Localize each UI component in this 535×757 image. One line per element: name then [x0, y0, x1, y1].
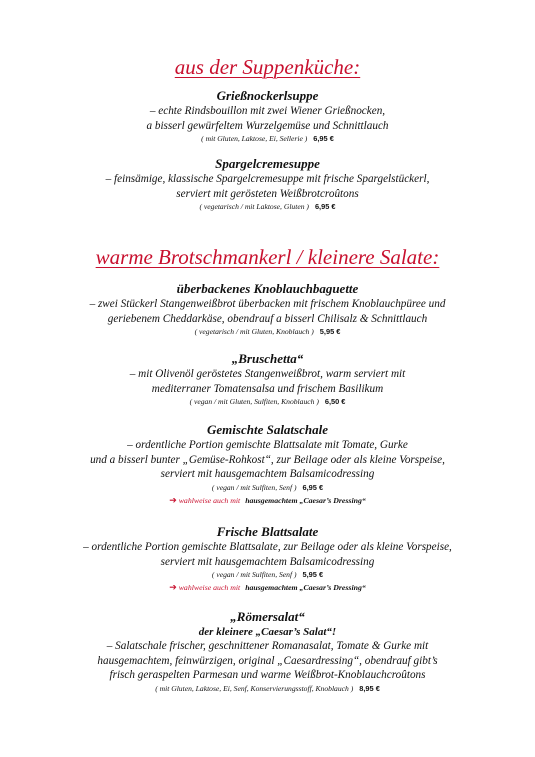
option-dressing: hausgemachtem „Caesar’s Dressing“ [245, 583, 366, 593]
option-label: wahlweise auch mit [178, 583, 241, 593]
menu-item-frische-blattsalate [0, 524, 535, 594]
item-allergens: ( vegan / mit Gluten, Sulfiten, Knoblauch ) [189, 397, 319, 407]
item-desc-line: – zwei Stückerl Stangenweißbrot überbacken mit frischem Knoblauchpüree und [89, 298, 446, 310]
option-label: wahlweise auch mit [178, 495, 241, 505]
item-desc-line: und a bisserl bunter „Gemüse-Rohkost“, zur Beilage oder als kleine Vorspeise, [90, 453, 445, 466]
item-desc-line: – echte Rindsbouillon mit zwei Wiener Grießnocken, [149, 105, 386, 117]
item-allergens: ( vegan / mit Sulfiten, Senf ) [211, 570, 297, 580]
item-price: 5,95 € [319, 327, 341, 337]
item-price: 6,95 € [302, 482, 324, 492]
item-name: Grießnockerlsuppe [216, 88, 319, 103]
item-desc-line: serviert mit hausgemachtem Balsamicodressing [160, 555, 375, 568]
item-allergens-line [0, 133, 535, 145]
item-name: „Römersalat“ [230, 609, 305, 624]
item-allergens: ( vegetarisch / mit Laktose, Gluten ) [199, 202, 309, 212]
menu-item-griessnockerlsuppe [0, 88, 535, 145]
item-price: 8,95 € [359, 683, 380, 693]
item-name: überbackenes Knoblauchbaguette [176, 281, 359, 296]
menu-item-knoblauchbaguette [0, 281, 535, 338]
item-price: 5,95 € [302, 570, 324, 580]
item-name: Frische Blattsalate [216, 524, 319, 539]
item-allergens-line [0, 683, 535, 695]
item-allergens: ( vegetarisch / mit Gluten, Knoblauch ) [194, 327, 314, 337]
item-option-line [0, 494, 535, 507]
item-desc-line: frisch geraspelten Parmesan und warme Weißbrot-Knoblauchcroûtons [109, 669, 426, 682]
section-title-soups: aus der Suppenküche: [174, 55, 361, 79]
item-desc-line: – Salatschale frischer, geschnittener Romanasalat, Tomate & Gurke mit [106, 640, 429, 652]
arrow-right-icon: ➔ [169, 494, 177, 505]
item-name: Gemischte Salatschale [207, 422, 328, 437]
item-desc-line: serviert mit gerösteten Weißbrotcroûtons [176, 187, 359, 200]
item-desc-line: geriebenem Cheddarkäse, obendrauf a bisserl Chilisalz & Schnittlauch [107, 312, 428, 325]
item-option-line [0, 581, 535, 594]
item-name: „Bruschetta“ [231, 351, 304, 366]
item-name: Spargelcremesuppe [215, 156, 320, 171]
arrow-right-icon: ➔ [169, 582, 177, 593]
item-allergens-line [0, 201, 535, 213]
option-dressing: hausgemachtem „Caesar’s Dressing“ [245, 495, 366, 505]
menu-item-roemersalat [0, 609, 535, 695]
item-subtitle: der kleinere „Caesar’s Salat“! [198, 626, 337, 638]
item-desc-line: – ordentliche Portion gemischte Blattsalate, zur Beilage oder als kleine Vorspeise, [83, 541, 452, 553]
menu-item-bruschetta [0, 351, 535, 408]
item-desc-line: a bisserl gewürfeltem Wurzelgemüse und Schnittlauch [146, 119, 389, 132]
item-price: 6,95 € [314, 202, 336, 212]
item-desc-line: – feinsämige, klassische Spargelcremesuppe mit frische Spargelstückerl, [105, 173, 430, 185]
item-price: 6,50 € [324, 397, 346, 407]
item-price: 6,95 € [313, 134, 334, 144]
item-allergens-line [0, 569, 535, 581]
item-allergens: ( mit Gluten, Laktose, Ei, Senf, Konservierungsstoff, Knoblauch ) [155, 683, 354, 693]
item-allergens-line [0, 326, 535, 338]
menu-item-gemischte-salatschale [0, 422, 535, 507]
section-title-bread-salads: warme Brotschmankerl / kleinere Salate: [95, 245, 440, 269]
item-allergens-line [0, 396, 535, 408]
item-allergens-line [0, 482, 535, 494]
item-allergens: ( vegan / mit Sulfiten, Senf ) [211, 482, 297, 492]
item-allergens: ( mit Gluten, Laktose, Ei, Sellerie ) [201, 134, 308, 144]
item-desc-line: – mit Olivenöl geröstetes Stangenweißbrot, warm serviert mit [129, 368, 406, 380]
item-desc-line: hausgemachtem, feinwürzigen, original „Caesardressing“, obendrauf gibt’s [97, 654, 438, 667]
item-desc-line: mediterraner Tomatensalsa und frischem Basilikum [151, 382, 384, 395]
menu-item-spargelcremesuppe [0, 156, 535, 213]
item-desc-line: serviert mit hausgemachtem Balsamicodressing [160, 468, 375, 481]
item-desc-line: – ordentliche Portion gemischte Blattsalate mit Tomate, Gurke [127, 439, 408, 451]
